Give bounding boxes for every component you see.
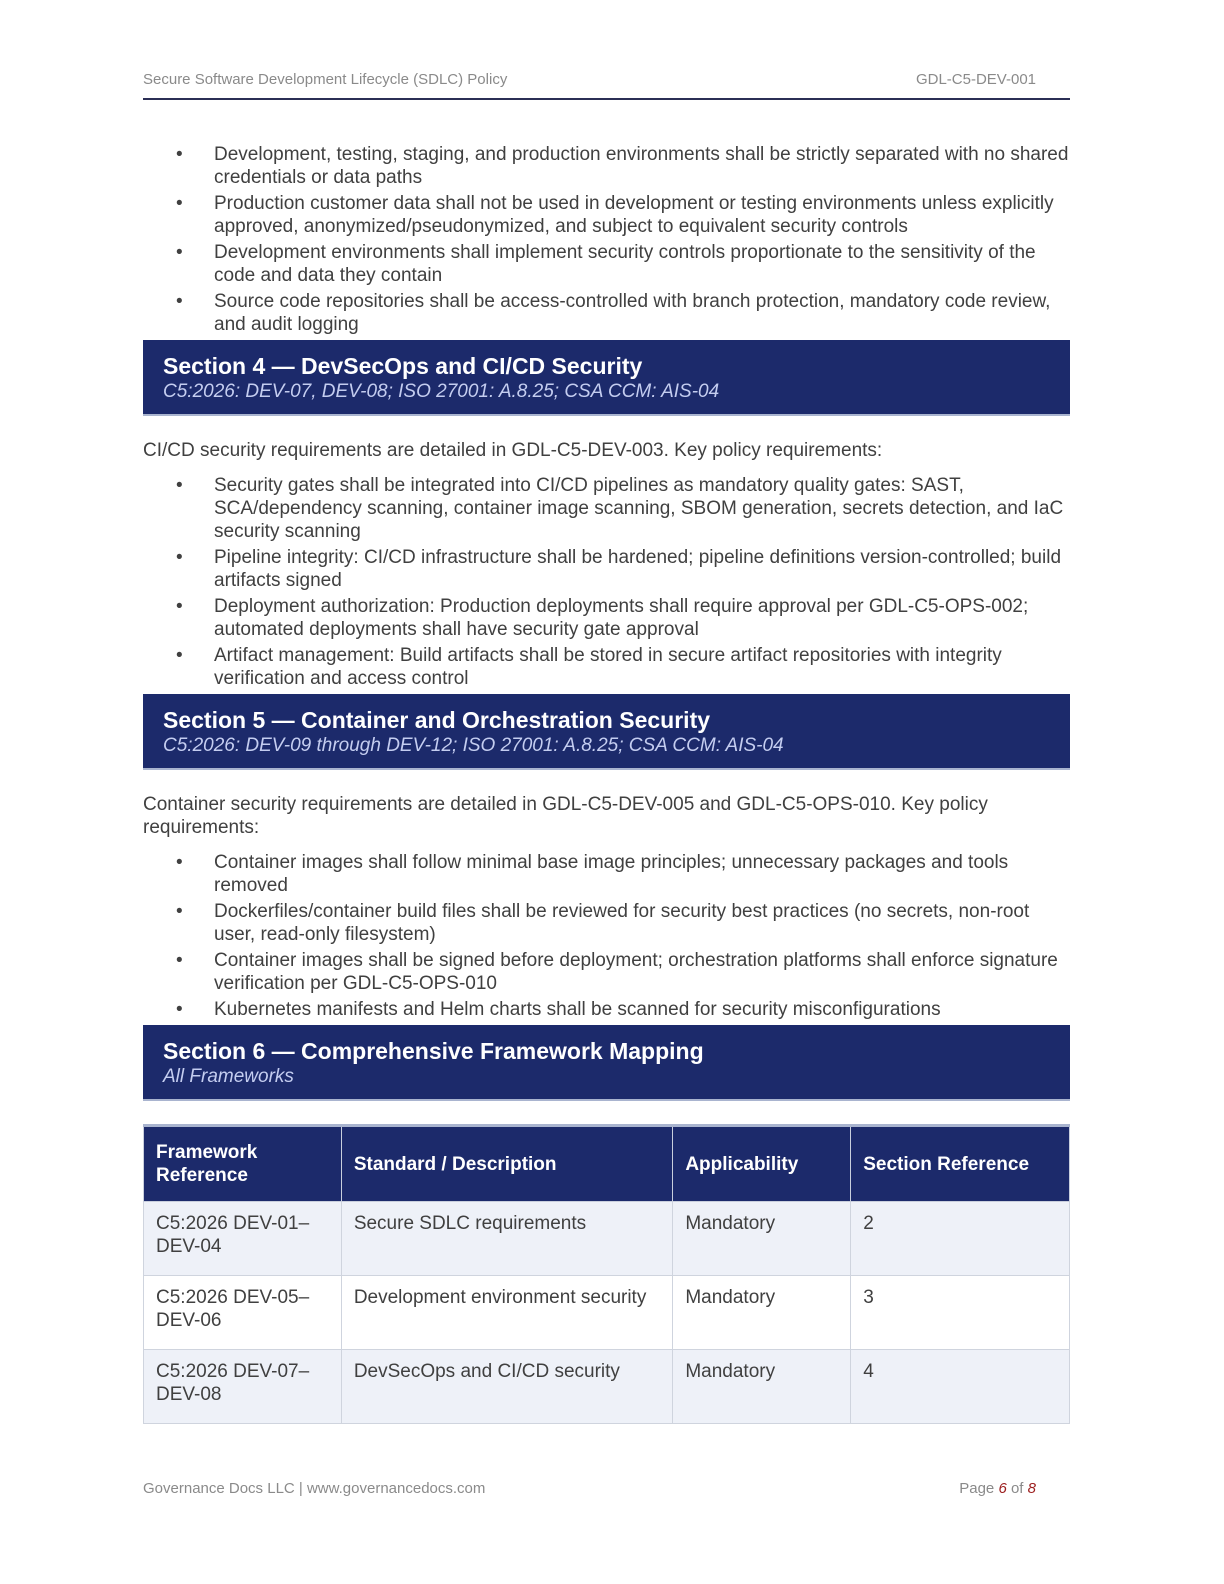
section-subtitle: C5:2026: DEV-09 through DEV-12; ISO 27001: A.8.25; CSA CCM: AIS-04: [163, 735, 784, 756]
list-item: • Production customer data shall not be used in development or testing environments unless explicitly approved, anonymized/pseudonymized, and subject to equivalent security controls: [176, 193, 1054, 237]
page-number: Page 6 of 8: [959, 1480, 1036, 1497]
current-page: 6: [998, 1480, 1007, 1497]
section4-intro: CI/CD security requirements are detailed in GDL-C5-DEV-003. Key policy requirements:: [143, 440, 883, 461]
list-item: • Container images shall be signed before deployment; orchestration platforms shall enforce signature verification per GDL-C5-OPS-010: [176, 950, 1058, 994]
footer-company: Governance Docs LLC | www.governancedocs.com: [143, 1480, 486, 1497]
section5-bullet-list: [143, 851, 1068, 1024]
table-cell: C5:2026 DEV-07–DEV-08: [144, 1350, 342, 1424]
section-subtitle: All Frameworks: [163, 1066, 294, 1087]
section-title: Section 5 — Container and Orchestration Security: [163, 707, 711, 733]
table-row: [144, 1202, 1070, 1276]
column-header: Section Reference: [851, 1126, 1070, 1202]
section5-heading: [143, 694, 1070, 770]
table-cell: Mandatory: [673, 1202, 851, 1276]
table-cell: C5:2026 DEV-01–DEV-04: [144, 1202, 342, 1276]
document-id: GDL-C5-DEV-001: [915, 71, 1036, 88]
list-item: • Development, testing, staging, and production environments shall be strictly separated with no shared credentials or data paths: [176, 144, 1069, 188]
table-cell: 3: [851, 1276, 1070, 1350]
section6-heading: [143, 1025, 1070, 1101]
table-cell: Secure SDLC requirements: [341, 1202, 673, 1276]
bullet-icon: •: [176, 291, 183, 312]
table-cell: Mandatory: [673, 1350, 851, 1424]
table-row: [144, 1350, 1070, 1424]
list-item: • Source code repositories shall be access-controlled with branch protection, mandatory code review, and audit logging: [176, 291, 1051, 335]
table-cell: Mandatory: [673, 1276, 851, 1350]
bullet-icon: •: [176, 901, 183, 922]
list-item: • Security gates shall be integrated into CI/CD pipelines as mandatory quality gates: SAST, SCA/dependency scanning, container image scanning, SBOM generation, secrets detection, and IaC security scanning: [176, 475, 1064, 542]
list-item: • Artifact management: Build artifacts shall be stored in secure artifact repositories with integrity verification and access control: [176, 645, 1002, 689]
bullet-icon: •: [176, 999, 183, 1020]
bullet-icon: •: [176, 547, 183, 568]
table-header-row: [144, 1126, 1070, 1202]
table-cell: DevSecOps and CI/CD security: [341, 1350, 673, 1424]
bullet-icon: •: [176, 475, 183, 496]
list-item: • Deployment authorization: Production deployments shall require approval per GDL-C5-OPS-002; automated deployments shall have security gate approval: [176, 596, 1029, 640]
section-title: Section 4 — DevSecOps and CI/CD Security: [163, 353, 643, 379]
table-cell: C5:2026 DEV-05–DEV-06: [144, 1276, 342, 1350]
table-row: [144, 1276, 1070, 1350]
bullet-icon: •: [176, 950, 183, 971]
list-item: • Pipeline integrity: CI/CD infrastructure shall be hardened; pipeline definitions version-controlled; build artifacts signed: [176, 547, 1062, 591]
table-cell: Development environment security: [341, 1276, 673, 1350]
section4-bullet-list: [143, 474, 1068, 693]
list-item: • Development environments shall implement security controls proportionate to the sensitivity of the code and data they contain: [176, 242, 1036, 286]
bullet-icon: •: [176, 144, 183, 165]
total-pages: 8: [1027, 1480, 1036, 1497]
bullet-icon: •: [176, 193, 183, 214]
list-item: • Dockerfiles/container build files shall be reviewed for security best practices (no secrets, non-root user, read-only filesystem): [176, 901, 1030, 945]
table-cell: 4: [851, 1350, 1070, 1424]
section3-bullet-list: [143, 143, 1070, 339]
table-cell: 2: [851, 1202, 1070, 1276]
document-title: Secure Software Development Lifecycle (SDLC) Policy: [143, 71, 508, 88]
section4-heading: [143, 340, 1070, 416]
bullet-icon: •: [176, 242, 183, 263]
list-item: • Container images shall follow minimal base image principles; unnecessary packages and tools removed: [176, 852, 1009, 896]
bullet-icon: •: [176, 645, 183, 666]
bullet-icon: •: [176, 852, 183, 873]
section5-intro: Container security requirements are detailed in GDL-C5-DEV-005 and GDL-C5-OPS-010. Key policy requirements:: [143, 794, 988, 838]
column-header: Applicability: [673, 1126, 851, 1202]
section-title: Section 6 — Comprehensive Framework Mapping: [163, 1038, 704, 1064]
page-header: [143, 70, 1070, 100]
column-header: Standard / Description: [341, 1126, 673, 1202]
column-header: Framework Reference: [144, 1126, 342, 1202]
list-item: • Kubernetes manifests and Helm charts shall be scanned for security misconfigurations: [176, 999, 941, 1020]
bullet-icon: •: [176, 596, 183, 617]
section-subtitle: C5:2026: DEV-07, DEV-08; ISO 27001: A.8.25; CSA CCM: AIS-04: [163, 381, 720, 402]
framework-mapping-table: [143, 1124, 1070, 1424]
